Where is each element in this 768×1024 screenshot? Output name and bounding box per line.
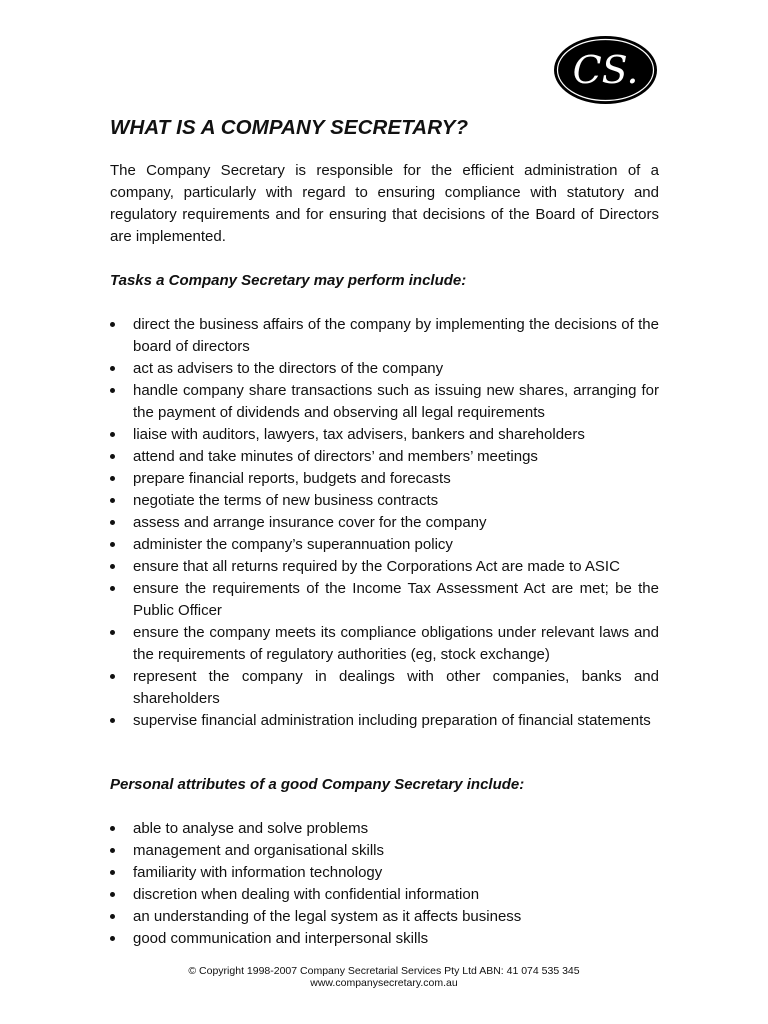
bullet-icon [110,826,115,831]
list-item-text: attend and take minutes of directors’ and members’ meetings [133,448,538,465]
list-item [110,906,659,928]
bullet-icon [110,892,115,897]
list-item [110,534,659,556]
list-item [110,446,659,468]
list-item-text: negotiate the terms of new business contracts [133,492,439,509]
list-item-text: good communication and interpersonal skills [133,930,429,947]
list-item [110,468,659,490]
bullet-icon [110,454,115,459]
list-item-text: liaise with auditors, lawyers, tax advisers, bankers and shareholders [133,426,585,443]
list-item-text: act as advisers to the directors of the company [133,360,444,377]
bullet-icon [110,366,115,371]
list-item [110,358,659,380]
copyright-text: © Copyright 1998-2007 Company Secretarial Services Pty Ltd ABN: 41 074 535 345 [188,965,580,977]
list-item-text: an understanding of the legal system as it affects business [133,908,522,925]
list-item-text: familiarity with information technology [133,864,383,881]
bullet-icon [110,914,115,919]
list-item-text: assess and arrange insurance cover for the company [133,514,487,531]
list-item [110,818,659,840]
attributes-heading: Personal attributes of a good Company Secretary include: [110,776,525,793]
list-item [110,578,659,622]
list-item-text: management and organisational skills [133,842,384,859]
list-item [110,314,659,358]
list-item [110,512,659,534]
list-item [110,840,659,862]
list-item-text: ensure the requirements of the Income Tax Assessment Act are met; be the Public Officer [133,580,659,619]
bullet-icon [110,718,115,723]
list-item [110,424,659,446]
bullet-icon [110,388,115,393]
logo-emblem [553,35,658,105]
list-item-text: administer the company’s superannuation policy [133,536,453,553]
bullet-icon [110,542,115,547]
company-logo [553,35,658,105]
bullet-icon [110,630,115,635]
website-link[interactable]: www.companysecretary.com.au [310,977,458,989]
list-item-text: prepare financial reports, budgets and forecasts [133,470,451,487]
bullet-icon [110,586,115,591]
list-item-text: direct the business affairs of the company by implementing the decisions of the board of directors [133,316,659,355]
list-item-text: able to analyse and solve problems [133,820,369,837]
tasks-heading: Tasks a Company Secretary may perform include: [110,272,467,289]
list-item [110,710,659,732]
list-item [110,928,659,950]
list-item-text: supervise financial administration including preparation of financial statements [133,712,651,729]
list-item-text: ensure the company meets its compliance obligations under relevant laws and the requirements of regulatory authorities (eg, stock exchange) [133,624,659,663]
attributes-list [110,818,659,950]
bullet-icon [110,432,115,437]
tasks-list [110,314,659,732]
list-item-text: handle company share transactions such as issuing new shares, arranging for the payment of dividends and observing all legal requirements [133,382,659,421]
page-title: WHAT IS A COMPANY SECRETARY? [110,116,469,139]
bullet-icon [110,674,115,679]
bullet-icon [110,322,115,327]
logo-monogram: CS. [572,48,639,92]
list-item [110,622,659,666]
list-item [110,490,659,512]
bullet-icon [110,520,115,525]
bullet-icon [110,476,115,481]
bullet-icon [110,936,115,941]
bullet-icon [110,564,115,569]
list-item-text: ensure that all returns required by the Corporations Act are made to ASIC [133,558,620,575]
list-item-text: discretion when dealing with confidential information [133,886,480,903]
intro-paragraph: The Company Secretary is responsible for the efficient administration of a company, particularly with regard to ensuring compliance with statutory and regulatory requirements and for ensuring that decisions of the Board of Directors are implemented. [110,162,659,245]
list-item [110,862,659,884]
list-item [110,556,659,578]
bullet-icon [110,848,115,853]
bullet-icon [110,870,115,875]
bullet-icon [110,498,115,503]
list-item [110,666,659,710]
list-item [110,884,659,906]
list-item [110,380,659,424]
page-footer [0,965,768,989]
list-item-text: represent the company in dealings with other companies, banks and shareholders [133,668,659,707]
